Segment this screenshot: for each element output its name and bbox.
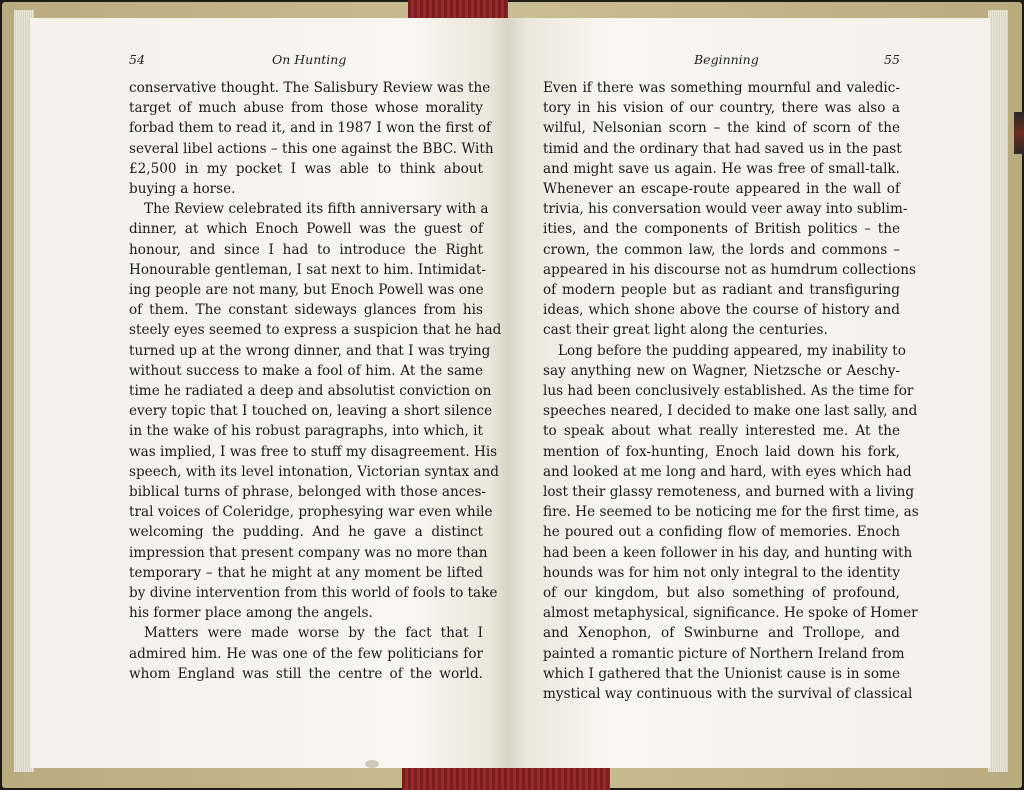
left-running-head: On Hunting [272,52,347,67]
text-line: without success to make a fool of him. At the same [129,362,483,379]
text-line: forbad them to read it, and in 1987 I won the first of [129,120,492,137]
page-smudge [365,760,379,768]
left-page [30,18,508,768]
text-line: tral voices of Coleridge, prophesying war even while [129,504,493,521]
text-line: ideas, which shone above the course of history and [543,302,900,319]
text-line: several libel actions – this one against the BBC. With [129,140,494,157]
text-line: almost metaphysical, significance. He spoke of Homer [543,605,918,622]
right-page-text [543,78,919,704]
text-line: his former place among the angels. [129,605,373,622]
text-line: speeches neared, I decided to make one last sally, and [543,403,918,420]
text-line: to speak about what really interested me. At the [543,423,900,440]
left-page-text [129,78,502,684]
right-page-number: 55 [884,52,900,67]
text-line: and might save us again. He was free of small-talk. [543,160,900,177]
text-line: temporary – that he might at any moment be lifted [129,564,483,581]
text-line: impression that present company was no more than [129,544,488,561]
text-line: Matters were made worse by the fact that I [144,625,483,642]
text-line: had been a keen follower in his day, and hunting with [543,544,913,561]
text-line: crown, the common law, the lords and commons – [543,241,900,258]
text-line: painted a romantic picture of Northern Ireland from [543,645,905,662]
text-line: lost their glassy remoteness, and burned with a living [543,484,915,501]
text-line: in the wake of his robust paragraphs, into which, it [129,423,483,440]
text-line: Whenever an escape-route appeared in the wall of [543,181,900,198]
text-line: ities, and the components of British politics – the [543,221,900,238]
text-line: and Xenophon, of Swinburne and Trollope, and [543,625,900,642]
text-line: mention of fox-hunting, Enoch laid down his fork, [543,443,900,460]
text-line: mystical way continuous with the survival of classical [543,686,913,703]
text-line: he poured out a confiding flow of memories. Enoch [543,524,900,541]
text-line: turned up at the wrong dinner, and that I was trying [129,342,491,359]
text-line: which I gathered that the Unionist cause is in some [543,665,900,682]
text-line: whom England was still the centre of the world. [129,665,483,682]
text-line: every topic that I touched on, leaving a short silence [129,403,493,420]
bookmark-tab [1014,112,1024,154]
headband-bottom [402,768,610,790]
text-line: buying a horse. [129,181,236,198]
text-line: welcoming the pudding. And he gave a distinct [129,524,483,541]
right-page [508,18,990,768]
text-line: speech, with its level intonation, Victorian syntax and [129,463,499,480]
text-line: by divine intervention from this world of fools to take [129,585,498,602]
text-line: time he radiated a deep and absolutist conviction on [129,383,492,400]
text-line: say anything new on Wagner, Nietzsche or Aeschy- [543,362,900,379]
text-line: hounds was for him not only integral to the identity [543,564,900,581]
text-line: Long before the pudding appeared, my inability to [558,342,906,359]
text-line: tory in his vision of our country, there was also a [543,100,900,117]
text-line: Even if there was something mournful and valedic- [543,80,900,96]
text-line: biblical turns of phrase, belonged with those ances- [129,484,487,501]
text-line: of modern people but as radiant and transfiguring [543,282,900,299]
page-edges-right [988,10,1008,772]
text-line: appeared in his discourse not as humdrum collections [543,261,917,278]
text-line: trivia, his conversation would veer away into sublim- [543,201,908,218]
text-line: wilful, Nelsonian scorn – the kind of scorn of the [543,120,900,137]
text-line: £2,500 in my pocket I was able to think about [129,160,483,177]
text-line: Honourable gentleman, I sat next to him. Intimidat- [129,261,486,278]
right-running-head: Beginning [694,52,759,67]
text-line: timid and the ordinary that had saved us in the past [543,140,902,157]
text-line: steely eyes seemed to express a suspicion that he had [129,322,502,339]
text-line: was implied, I was free to stuff my disagreement. His [129,443,498,460]
text-line: and looked at me long and hard, with eyes which had [543,463,912,480]
text-line: of our kingdom, but also something of profound, [543,585,900,602]
text-line: honour, and since I had to introduce the Right [129,241,483,258]
text-line: admired him. He was one of the few politicians for [129,645,483,662]
text-line: ing people are not many, but Enoch Powell was one [129,282,484,299]
text-line: conservative thought. The Salisbury Review was the [129,80,491,96]
text-line: cast their great light along the centuries. [543,322,828,339]
text-line: dinner, at which Enoch Powell was the guest of [129,221,483,238]
left-page-number: 54 [129,52,145,67]
text-line: The Review celebrated its fifth anniversary with a [144,201,489,218]
headband-top [408,0,508,20]
text-line: of them. The constant sideways glances from his [129,302,483,319]
text-line: fire. He seemed to be noticing me for the first time, as [543,504,919,521]
text-line: target of much abuse from those whose morality [129,100,483,117]
text-line: lus had been conclusively established. As the time for [543,383,914,400]
